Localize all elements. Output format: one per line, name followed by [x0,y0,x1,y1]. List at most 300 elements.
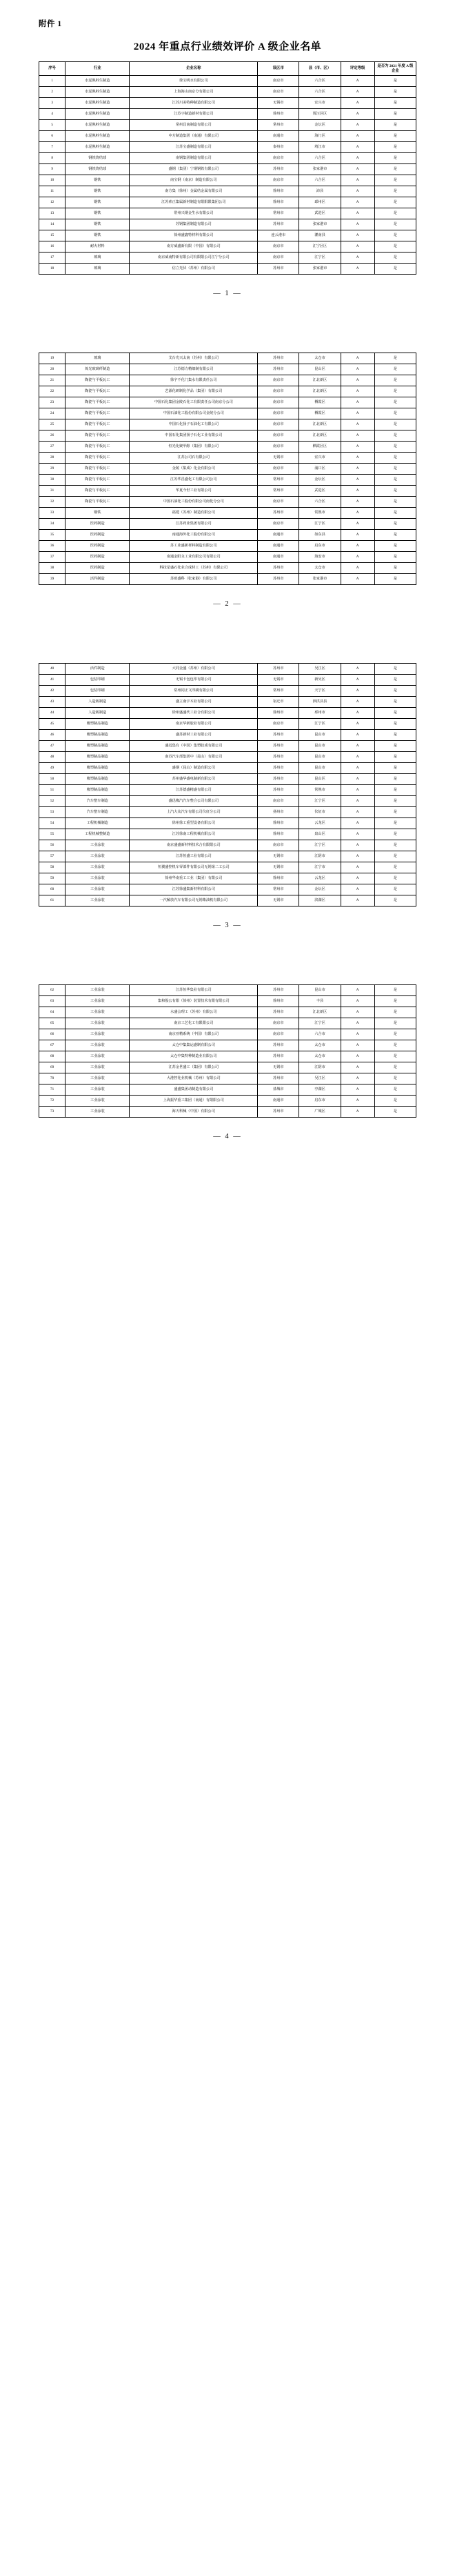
cell-industry: 陶瓷与平板瓦工 [65,442,130,453]
cell-grade: A [341,408,374,419]
cell-industry: 水泥熟料生制造 [65,142,130,153]
cell-enterprise: 集和股公有限（徐州）装置技术有限有限公司 [130,996,258,1007]
cell-seq: 48 [39,752,65,763]
cell-previous: 是 [374,1062,416,1073]
cell-seq: 41 [39,675,65,686]
cell-industry: 活件制造 [65,574,130,585]
cell-county: 仪征市 [299,807,341,818]
cell-region: 苏州市 [258,1040,299,1051]
cell-previous: 是 [374,397,416,408]
cell-enterprise: 苏工业盛新材料制造有限公司 [130,541,258,552]
cell-region: 苏州市 [258,219,299,230]
table-row [39,862,416,873]
cell-industry: 陶瓷与平板瓦工 [65,386,130,397]
cell-seq: 57 [39,851,65,862]
attachment-label: 附件 1 [39,20,62,28]
table-row [39,197,416,208]
cell-region: 南京市 [258,719,299,730]
cell-industry: 钢铁 [65,230,130,241]
cell-county: 如东县 [299,530,341,541]
page-break [0,929,455,961]
cell-seq: 33 [39,508,65,519]
cell-industry: 钢铁 [65,219,130,230]
table-row [39,763,416,774]
cell-seq: 37 [39,552,65,563]
cell-county: 邳州市 [299,708,341,719]
cell-grade: A [341,829,374,840]
cell-region: 徐州市 [258,818,299,829]
table-row [39,719,416,730]
cell-county: 张家港市 [299,219,341,230]
cell-county: 江宁区 [299,1018,341,1029]
cell-enterprise: 中国石油化工股份有限公司南化分公司 [130,497,258,508]
cell-county: 太仓市 [299,353,341,364]
cell-grade: A [341,741,374,752]
cell-enterprise: 徐州盛鑫特材科有限公司 [130,230,258,241]
table-row [39,1096,416,1107]
cell-seq: 2 [39,87,65,98]
cell-previous: 是 [374,186,416,197]
cell-region: 南京市 [258,430,299,442]
cell-grade: A [341,752,374,763]
page-number: — 4 — [213,1133,242,1140]
cell-industry: 工业涂装 [65,1084,130,1096]
cell-industry: 钢铁 [65,197,130,208]
cell-enterprise: 大同金盛（苏州）有限公司 [130,664,258,675]
cell-grade: A [341,419,374,430]
cell-previous: 是 [374,353,416,364]
cell-enterprise: 上海海山南京分有限公司 [130,87,258,98]
cell-previous: 是 [374,208,416,219]
cell-enterprise: 科技星盛石化业合成材工（苏州）有限公司 [130,563,258,574]
cell-county: 云龙区 [299,873,341,884]
cell-grade: A [341,230,374,241]
cell-previous: 是 [374,895,416,906]
table-row [39,364,416,375]
cell-enterprise: 南方集（徐州）金属结金属有限公司 [130,186,258,197]
cell-region: 苏州市 [258,664,299,675]
table-row [39,508,416,519]
cell-seq: 63 [39,996,65,1007]
cell-previous: 是 [374,164,416,175]
cell-previous: 是 [374,1040,416,1051]
cell-enterprise: 南方威盛新有限（中国）有限公司 [130,241,258,252]
table-row [39,87,416,98]
cell-enterprise: 中国石化集团金陵石化工有限责任公司南京分公司 [130,397,258,408]
cell-previous: 是 [374,664,416,675]
cell-industry: 人造板制造 [65,697,130,708]
cell-industry: 炼光玻璃纤制造 [65,364,130,375]
cell-region: 徐州市 [258,996,299,1007]
page-number: — 1 — [213,290,242,297]
cell-industry: 陶瓷与平板瓦工 [65,497,130,508]
cell-industry: 橡塑制品制造 [65,763,130,774]
cell-industry: 工程机械整制造 [65,829,130,840]
cell-enterprise: 江苏宝盛制造有限公司 [130,142,258,153]
cell-industry: 橡塑制品制造 [65,785,130,796]
cell-seq: 7 [39,142,65,153]
cell-seq: 47 [39,741,65,752]
cell-industry: 陶瓷与平板瓦工 [65,464,130,475]
cell-grade: A [341,508,374,519]
cell-enterprise: 南京亚精系统（中国）有限公司 [130,1029,258,1040]
cell-previous: 是 [374,486,416,497]
cell-previous: 是 [374,408,416,419]
cell-enterprise: 上汽大众汽车有限公司仪征分公司 [130,807,258,818]
cell-seq: 61 [39,895,65,906]
cell-seq: 12 [39,197,65,208]
cell-previous: 是 [374,1018,416,1029]
cell-enterprise: 徐州徐工重型设备有限公司 [130,818,258,829]
cell-industry: 水泥熟料生制造 [65,76,130,87]
cell-grade: A [341,664,374,675]
table-row [39,208,416,219]
cell-enterprise: 南苏汽车部集团中（昆山）有限公司 [130,752,258,763]
cell-grade: A [341,1051,374,1062]
cell-region: 常州市 [258,884,299,895]
cell-seq: 67 [39,1040,65,1051]
cell-enterprise: 南通金阳永工业有限公司有限公司 [130,552,258,563]
cell-region: 盐城市 [258,1084,299,1096]
cell-previous: 是 [374,1107,416,1118]
cell-industry: 钢铁 [65,186,130,197]
cell-county: 江宁市 [299,862,341,873]
cell-region: 南京市 [258,1029,299,1040]
cell-previous: 是 [374,851,416,862]
cell-industry: 工业涂装 [65,996,130,1007]
table-row [39,1029,416,1040]
cell-enterprise: 福建（苏州）制造有限公司 [130,508,258,519]
table-row [39,1040,416,1051]
column-header-grade: 评定等级 [341,62,374,76]
cell-enterprise: 江苏川美特种制造有限公司 [130,98,258,109]
cell-enterprise: 南京盛盛新材料技术合有限限公司 [130,840,258,851]
cell-seq: 28 [39,453,65,464]
cell-industry: 包装印刷 [65,686,130,697]
cell-county: 江阴市 [299,851,341,862]
cell-seq: 9 [39,164,65,175]
cell-enterprise: 中国石化扬子石油化工有限公司 [130,419,258,430]
cell-industry: 橡塑制品制造 [65,774,130,785]
cell-industry: 陶瓷与平板瓦工 [65,475,130,486]
cell-region: 南京市 [258,796,299,807]
cell-previous: 是 [374,541,416,552]
cell-county: 贾汪区区 [299,109,341,120]
cell-previous: 是 [374,131,416,142]
cell-grade: A [341,497,374,508]
cell-industry: 工业涂装 [65,1096,130,1107]
cell-region: 南京市 [258,408,299,419]
cell-grade: A [341,884,374,895]
cell-county: 太仓市 [299,563,341,574]
cell-county: 张家港市 [299,574,341,585]
cell-region: 无锡市 [258,851,299,862]
cell-enterprise: 苏欧盛科（张家港）有限公司 [130,574,258,585]
cell-region: 苏州市 [258,985,299,996]
cell-county: 海安市 [299,552,341,563]
cell-enterprise: 恒翼盛控机车零部件有限公司无锡第二工公司 [130,862,258,873]
cell-region: 常州市 [258,486,299,497]
cell-county: 常熟市 [299,785,341,796]
cell-county: 金坛区 [299,475,341,486]
cell-grade: A [341,219,374,230]
cell-industry: 工业涂装 [65,1018,130,1029]
table-row [39,851,416,862]
cell-county: 邳州区 [299,197,341,208]
cell-industry: 钢铁 [65,508,130,519]
table-row [39,730,416,741]
cell-grade: A [341,153,374,164]
cell-region: 南京市 [258,375,299,386]
cell-previous: 是 [374,818,416,829]
table-row [39,541,416,552]
cell-enterprise: 江苏德盛精盛有限公司 [130,785,258,796]
table-row [39,408,416,419]
cell-grade: A [341,397,374,408]
cell-grade: A [341,76,374,87]
cell-seq: 31 [39,486,65,497]
table-row [39,884,416,895]
table-row [39,230,416,241]
cell-grade: A [341,851,374,862]
column-header-seq: 序号 [39,62,65,76]
cell-grade: A [341,697,374,708]
cell-industry: 橡塑制品制造 [65,719,130,730]
cell-seq: 24 [39,408,65,419]
cell-previous: 是 [374,686,416,697]
table-row [39,442,416,453]
cell-county: 六合区 [299,175,341,186]
cell-county: 昆山市 [299,741,341,752]
cell-region: 苏州市 [258,508,299,519]
cell-grade: A [341,807,374,818]
cell-previous: 是 [374,840,416,851]
cell-region: 宿迁市 [258,697,299,708]
cell-region: 南京市 [258,87,299,98]
cell-previous: 是 [374,530,416,541]
table-header-row [39,62,416,76]
cell-grade: A [341,87,374,98]
cell-county: 启东市 [299,1096,341,1107]
cell-enterprise: 太仓中集集运盛制有限公司 [130,1040,258,1051]
cell-previous: 是 [374,519,416,530]
cell-previous: 是 [374,763,416,774]
cell-previous: 是 [374,1007,416,1018]
cell-grade: A [341,1084,374,1096]
table-row [39,552,416,563]
cell-previous: 是 [374,708,416,719]
cell-enterprise: 太仓中集特种制造业有限公司 [130,1051,258,1062]
cell-previous: 是 [374,197,416,208]
cell-seq: 69 [39,1062,65,1073]
cell-county: 六合区 [299,87,341,98]
table-row [39,774,416,785]
cell-previous: 是 [374,985,416,996]
cell-previous: 是 [374,807,416,818]
cell-county: 武进区 [299,208,341,219]
cell-industry: 汽车整车制造 [65,807,130,818]
cell-region: 南京市 [258,442,299,453]
cell-region: 苏州市 [258,1107,299,1118]
cell-seq: 44 [39,708,65,719]
cell-industry: 钢铁 [65,208,130,219]
table-row [39,386,416,397]
cell-industry: 钢铁 [65,175,130,186]
cell-seq: 25 [39,419,65,430]
table-row [39,109,416,120]
cell-seq: 5 [39,120,65,131]
cell-county: 金坛区 [299,120,341,131]
cell-grade: A [341,486,374,497]
cell-previous: 是 [374,120,416,131]
cell-seq: 40 [39,664,65,675]
cell-region: 泰州市 [258,142,299,153]
table-row [39,1107,416,1118]
cell-previous: 是 [374,252,416,264]
cell-seq: 10 [39,175,65,186]
cell-industry: 水泥熟料生制造 [65,87,130,98]
cell-industry: 陶瓷与平板瓦工 [65,397,130,408]
cell-region: 南京市 [258,252,299,264]
table-row [39,996,416,1007]
cell-industry: 钢铁烧结球 [65,164,130,175]
cell-previous: 是 [374,508,416,519]
cell-region: 苏州市 [258,264,299,275]
cell-region: 苏州市 [258,785,299,796]
cell-previous: 是 [374,464,416,475]
table-row [39,708,416,719]
cell-grade: A [341,730,374,741]
cell-seq: 72 [39,1096,65,1107]
cell-county: 江北新区 [299,375,341,386]
cell-enterprise: 江苏徐南工程机械有限公司 [130,829,258,840]
cell-previous: 是 [374,697,416,708]
cell-county: 天宁区 [299,686,341,697]
cell-region: 徐州市 [258,873,299,884]
cell-grade: A [341,563,374,574]
cell-grade: A [341,1107,374,1118]
enterprise-table-page-1 [39,61,416,275]
cell-previous: 是 [374,230,416,241]
cell-enterprise: 南京华新胶业有限公司 [130,719,258,730]
table-row [39,829,416,840]
cell-county: 栖霞区 [299,397,341,408]
cell-county: 广城区 [299,1107,341,1118]
cell-previous: 是 [374,785,416,796]
cell-industry: 工业涂装 [65,873,130,884]
cell-previous: 是 [374,430,416,442]
column-header-enterprise: 企业名称 [130,62,258,76]
cell-seq: 17 [39,252,65,264]
table-row [39,353,416,364]
cell-seq: 15 [39,230,65,241]
cell-seq: 39 [39,574,65,585]
cell-enterprise: 江苏恒盛工业有限公司 [130,851,258,862]
cell-previous: 是 [374,774,416,785]
cell-region: 南京市 [258,386,299,397]
cell-industry: 工业涂装 [65,862,130,873]
cell-region: 常州市 [258,475,299,486]
cell-enterprise: 常州兴钢金生水有限公司 [130,208,258,219]
cell-previous: 是 [374,1029,416,1040]
cell-seq: 13 [39,208,65,219]
cell-county: 滨湖区 [299,895,341,906]
cell-industry: 工业涂装 [65,851,130,862]
cell-industry: 橡塑制品制造 [65,741,130,752]
cell-grade: A [341,442,374,453]
cell-county: 昆山区 [299,774,341,785]
table-row [39,186,416,197]
table-row [39,519,416,530]
cell-county: 海门区 [299,131,341,142]
cell-seq: 21 [39,375,65,386]
cell-industry: 医药制造 [65,519,130,530]
cell-previous: 是 [374,142,416,153]
cell-seq: 70 [39,1073,65,1084]
cell-region: 无锡市 [258,895,299,906]
cell-region: 常州市 [258,120,299,131]
cell-region: 苏州市 [258,1073,299,1084]
cell-industry: 水泥熟料生制造 [65,120,130,131]
cell-seq: 62 [39,985,65,996]
cell-region: 常州市 [258,686,299,697]
cell-county: 江北新区 [299,1007,341,1018]
cell-grade: A [341,386,374,397]
page-number: — 2 — [213,600,242,608]
cell-grade: A [341,574,374,585]
cell-seq: 43 [39,697,65,708]
cell-industry: 工业涂装 [65,1073,130,1084]
cell-region: 南京市 [258,464,299,475]
cell-grade: A [341,364,374,375]
cell-county: 吴江区 [299,664,341,675]
cell-region: 苏州市 [258,1051,299,1062]
cell-region: 徐州市 [258,829,299,840]
cell-seq: 30 [39,475,65,486]
enterprise-table-page-2 [39,353,416,585]
cell-region: 苏州市 [258,774,299,785]
cell-grade: A [341,430,374,442]
cell-enterprise: 一汽解放汽车有限公司无锡柴油机有限公司 [130,895,258,906]
cell-seq: 35 [39,530,65,541]
cell-previous: 是 [374,475,416,486]
cell-seq: 51 [39,785,65,796]
cell-enterprise: 南京工艺化工有限限公司 [130,1018,258,1029]
cell-seq: 26 [39,430,65,442]
cell-grade: A [341,252,374,264]
cell-previous: 是 [374,741,416,752]
cell-grade: A [341,519,374,530]
table-row [39,1007,416,1018]
cell-grade: A [341,120,374,131]
cell-county: 宜兴市 [299,453,341,464]
cell-enterprise: 江苏金世盛工（集团）有限公司 [130,1062,258,1073]
cell-grade: A [341,264,374,275]
cell-enterprise: 信立光伏（苏州）有限公司 [130,264,258,275]
cell-enterprise: 江苏公司石有限公司 [130,453,258,464]
cell-grade: A [341,818,374,829]
cell-enterprise: 苏钢集团制造有限公司 [130,219,258,230]
enterprise-table-page-3 [39,663,416,906]
cell-seq: 56 [39,840,65,851]
cell-grade: A [341,1029,374,1040]
cell-grade: A [341,1007,374,1018]
cell-grade: A [341,98,374,109]
table-row [39,419,416,430]
cell-previous: 是 [374,884,416,895]
cell-county: 昆山市 [299,985,341,996]
cell-enterprise: 盛盛集团动制造有限公司 [130,1084,258,1096]
